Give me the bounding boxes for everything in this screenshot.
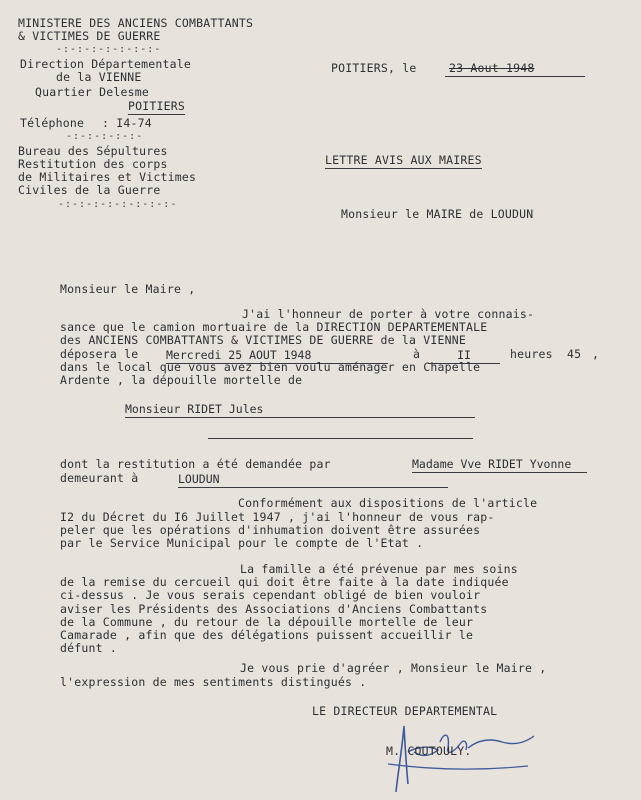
para1-line-1: J'ai l'honneur de porter à votre connais-	[242, 307, 535, 321]
separator-2: -:-:-:-:-:-	[66, 131, 144, 142]
para1-line-2: sance que le camion mortuaire de la DIRECTION DEPARTEMENTALE	[60, 320, 488, 334]
para3-line-1: Conformément aux dispositions de l'article	[238, 496, 538, 510]
para1-line-6: Ardente , la dépouille mortelle de	[60, 373, 303, 387]
dateline-date: 23 Aout 1948	[449, 61, 535, 75]
bureau-line-2: Restitution des corps	[18, 157, 168, 171]
para3-line-2: I2 du Décret du I6 Juillet 1947 , j'ai l'honneur de vous rap-	[60, 510, 495, 524]
para4-line-6: Camarade , afin que des délégations puissent accueillir le	[60, 628, 474, 642]
para4-line-7: défunt .	[60, 641, 117, 655]
direction-line-1: Direction Départementale	[20, 57, 191, 71]
telephone-label: Téléphone	[20, 116, 85, 130]
requester-field: Madame Vve RIDET Yvonne	[412, 457, 587, 473]
bureau-line-3: de Militaires et Victimes	[18, 170, 197, 184]
signatory-title: LE DIRECTEUR DEPARTEMENTAL	[312, 704, 498, 718]
direction-line-2: de la VIENNE	[56, 70, 142, 84]
para4-line-3: ci-dessus . Je vous serais cependant obligé de bien vouloir	[60, 588, 481, 602]
deceased-name-field: Monsieur RIDET Jules	[125, 402, 475, 418]
para1-line-4b: à	[413, 347, 421, 361]
subject-line: LETTRE AVIS AUX MAIRES	[325, 153, 482, 167]
para4-line-1: La famille a été prévenue par mes soins	[240, 562, 518, 576]
para5-line-1: Je vous prie d'agréer , Monsieur le Maire ,	[240, 661, 547, 675]
para4-line-4: aviser les Présidents des Associations d'Anciens Combattants	[60, 602, 488, 616]
addressee: Monsieur le MAIRE de LOUDUN	[341, 207, 534, 221]
para4-line-2: de la remise du cercueil qui doit être faite à la date indiquée	[60, 575, 509, 589]
delivery-hour-field: II	[428, 348, 500, 364]
para2-line-2: demeurant à	[60, 471, 139, 485]
bureau-line-4: Civiles de la Guerre	[18, 183, 161, 197]
para3-line-3: peler que les opérations d'inhumation doivent être assurées	[60, 523, 481, 537]
telephone-value: : I4-74	[102, 116, 152, 130]
para5-line-2: l'expression de mes sentiments distingués .	[60, 675, 367, 689]
para1-line-4c: heures	[510, 347, 553, 361]
salutation: Monsieur le Maire ,	[60, 282, 196, 296]
para2-line-1: dont la restitution a été demandée par	[60, 457, 331, 471]
ministry-line-1: MINISTERE DES ANCIENS COMBATTANTS	[18, 16, 254, 30]
separator-3: -:-:-:-:-:-:-:-:-	[58, 199, 178, 210]
para1-line-4d: ,	[592, 347, 600, 361]
quartier-line: Quartier Delesme	[35, 85, 149, 99]
signatory-name: M. COUTOULY.	[386, 744, 472, 758]
para1-line-4a: déposera le	[60, 347, 139, 361]
para1-line-5: dans le local que vous avez bien voulu aménager en Chapelle	[60, 360, 481, 374]
ministry-line-2: & VICTIMES DE GUERRE	[18, 29, 161, 43]
para1-line-3: des ANCIENS COMBATTANTS & VICTIMES DE GUERRE de la VIENNE	[60, 333, 467, 347]
residence-field: LOUDUN	[178, 472, 448, 488]
dateline-place: POITIERS, le	[331, 61, 417, 75]
city-underlined: POITIERS	[128, 99, 185, 113]
separator-1: -:-:-:-:-:-:-:-	[56, 44, 162, 55]
delivery-minutes: 45	[567, 347, 582, 361]
dateline-underline	[445, 76, 585, 77]
blank-line	[208, 438, 473, 439]
bureau-line-1: Bureau des Sépultures	[18, 144, 168, 158]
para4-line-5: de la Commune , du retour de la dépouille mortelle de leur	[60, 615, 474, 629]
para3-line-4: par le Service Municipal pour le compte de l'Etat .	[60, 536, 424, 550]
delivery-date-field: Mercredi 25 AOUT 1948	[166, 348, 388, 364]
